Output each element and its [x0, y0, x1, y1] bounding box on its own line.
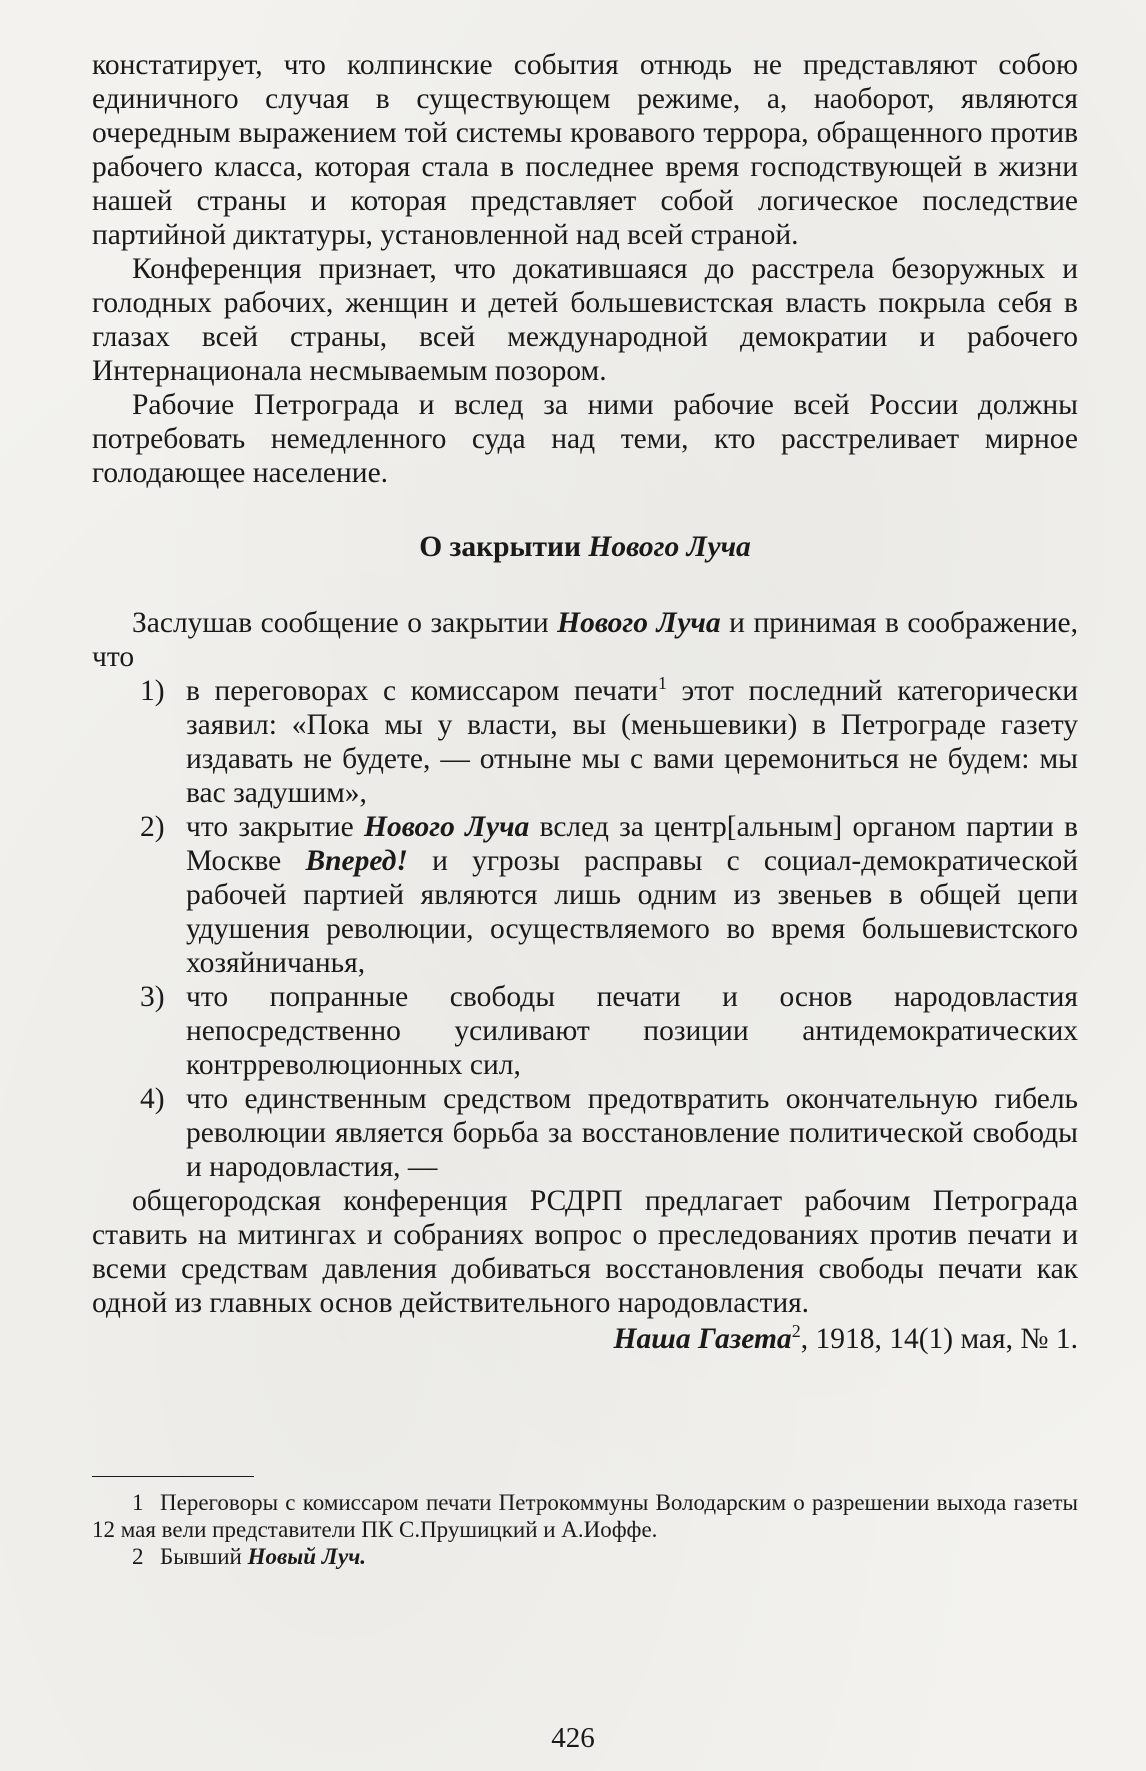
item-text: в переговорах с комиссаром печати	[186, 675, 658, 707]
item-text: и угрозы расправы с социал-демократической рабочей партией являются лишь одним из звеньев в общей цепи удушения революции, осуществляемого во время большевистского хозяйничанья,	[186, 845, 1078, 979]
source-title: Наша Газета	[613, 1323, 792, 1355]
footnote-number: 2	[132, 1544, 144, 1569]
source-details: , 1918, 14(1) мая, № 1.	[800, 1323, 1078, 1355]
item-number: 3)	[140, 981, 165, 1013]
item-text: что единственным средством предотвратить окончательную гибель революции является борьба за восстановление политической свободы и народовластия, —	[186, 1083, 1078, 1183]
item-number: 4)	[140, 1083, 165, 1115]
source-citation	[92, 1322, 1078, 1356]
footnote-title: Новый Луч.	[247, 1544, 367, 1569]
section-heading	[92, 530, 1078, 564]
intro-after: и принимая в соображение, что	[92, 607, 1078, 673]
footnote-number: 1	[132, 1490, 144, 1515]
item-text: что попранные свободы печати и основ народовластия непосредственно усиливают позиции антидемократических контрреволюционных сил,	[186, 981, 1078, 1081]
item-number: 2)	[140, 811, 165, 843]
conclusion-paragraph: общегородская конференция РСДРП предлагает рабочим Петрограда ставить на митингах и собраниях вопрос о преследованиях против печати и всеми средствам давления добиваться восстановления свободы печати как одной из главных основ действительного народовластия.	[92, 1185, 1078, 1319]
intro-title: Нового Луча	[557, 607, 721, 639]
footnote-ref: 2	[791, 1321, 801, 1342]
item-text: вслед за центр[альным] органом партии в Москве	[186, 811, 1078, 877]
list-item	[92, 810, 1078, 980]
intro-before: Заслушав сообщение о закрытии	[132, 607, 558, 639]
footnote-text: Переговоры с комиссаром печати Петрокоммуны Володарским о разрешении выхода газеты 12 мая вели представители ПК С.Прушицкий и А.Иоффе.	[92, 1490, 1078, 1542]
list-item	[92, 980, 1078, 1082]
intro-paragraph	[92, 606, 1078, 674]
paragraph-3: Рабочие Петрограда и вслед за ними рабочие всей России должны потребовать немедленного суда над теми, кто расстреливает мирное голодающее население.	[92, 389, 1078, 489]
newspaper-title: Вперед!	[305, 845, 408, 877]
newspaper-title: Нового Луча	[364, 811, 530, 843]
considerations-list	[92, 674, 1078, 1184]
paragraph-2: Конференция признает, что докатившаяся до расстрела безоружных и голодных рабочих, женщин и детей большевистская власть покрыла себя в глазах всей страны, всей международной демократии и рабочего Интернационала несмываемым позором.	[92, 253, 1078, 387]
footnote-1	[92, 1489, 1078, 1543]
item-text: этот последний категорически заявил: «Пока мы у власти, вы (меньшевики) в Петрограде газету издавать не будете, — отныне мы с вами церемониться не будем: мы вас задушим»,	[186, 675, 1078, 809]
item-number: 1)	[140, 675, 165, 707]
heading-title: Нового Луча	[588, 531, 751, 563]
footnote-2	[92, 1543, 1078, 1570]
list-item	[92, 1082, 1078, 1184]
list-item	[92, 674, 1078, 810]
paragraph-1: констатирует, что колпинские события отнюдь не представляют собою единичного случая в существующем режиме, а, наоборот, являются очередным выражением той системы кровавого террора, обращенного против рабочего класса, которая стала в последнее время господствующей в жизни нашей страны и которая представляет собой логическое последствие партийной диктатуры, установленной над всей страной.	[92, 49, 1078, 251]
footnote-divider	[92, 1476, 254, 1477]
footnote-text: Бывший	[160, 1544, 248, 1569]
footnote-ref: 1	[657, 673, 667, 694]
heading-prefix: О закрытии	[419, 531, 589, 563]
page-number: 426	[551, 1722, 595, 1754]
item-text: что закрытие	[186, 811, 365, 843]
